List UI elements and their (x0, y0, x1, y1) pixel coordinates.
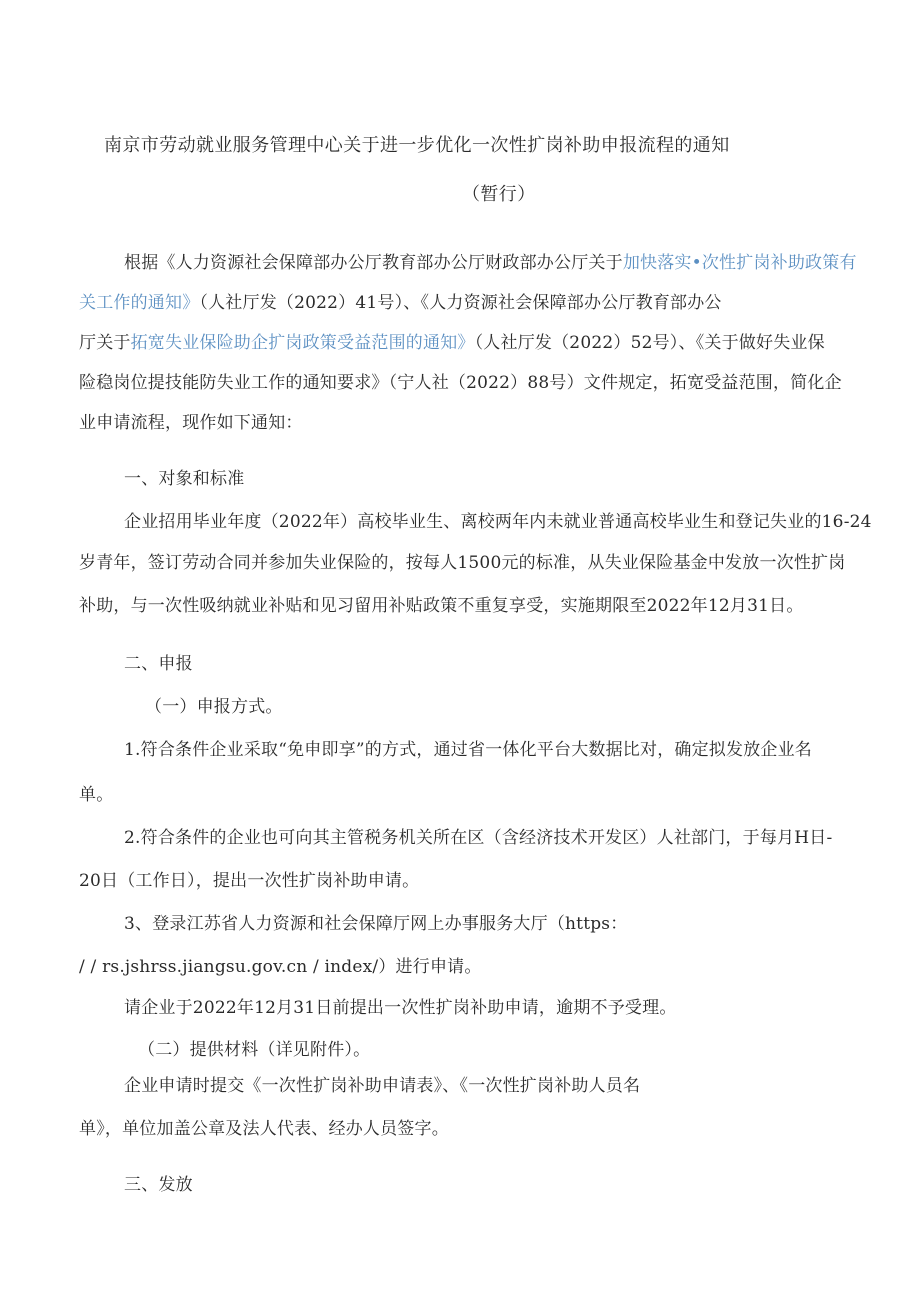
section-3-heading: 三、发放 (124, 1175, 193, 1195)
section-1-text-2: 岁青年，签订劳动合同并参加失业保险的，按每人1500元的标准，从失业保险基金中发放一次性扩岗 (79, 553, 846, 573)
materials-line-1: 企业申请时提交《一次性扩岗补助申请表》、《一次性扩岗补助人员名 (124, 1076, 641, 1096)
item-1-line-1: 1.符合条件企业采取“免申即享”的方式，通过省一体化平台大数据比对，确定拟发放企业名 (124, 740, 812, 760)
notice-link-1[interactable]: 加快落实•次性扩岗补助政策有 (622, 253, 857, 273)
document-subtitle: （暂行） (462, 184, 536, 205)
section-1-text-3: 补助，与一次性吸纳就业补贴和见习留用补贴政策不重复享受，实施期限至2022年12月31日。 (79, 596, 804, 616)
section-1-heading: 一、对象和标准 (124, 469, 245, 489)
materials-line-2: 单》，单位加盖公章及法人代表、经办人员签字。 (79, 1119, 449, 1139)
section-2-heading: 二、申报 (124, 654, 193, 674)
item-2-line-1: 2.符合条件的企业也可向其主管税务机关所在区（含经济技术开发区）人社部门，于每月H日- (124, 828, 833, 848)
intro-line-1 (124, 251, 907, 275)
intro-line-5: 业申请流程，现作如下通知： (79, 413, 303, 433)
item-3-url[interactable]: / / rs.jshrss.jiangsu.gov.cn / index/）进行申请。 (79, 957, 482, 977)
item-3-line-1: 3、登录江苏省人力资源和社会保障厅网上办事服务大厅（https： (124, 914, 628, 934)
intro-text: （人社厅发（2022）41号）、《人力资源社会保障部办公厅教育部办公 (199, 293, 722, 313)
notice-link-1-cont[interactable]: 关工作的通知》 (79, 293, 200, 313)
section-2-sub-2: （二）提供材料（详见附件）。 (138, 1040, 371, 1060)
intro-line-3 (79, 331, 825, 355)
item-1-line-2: 单。 (79, 785, 114, 805)
intro-line-2 (79, 291, 722, 315)
intro-line-4: 险稳岗位提技能防失业工作的通知要求》（宁人社（2022）88号）文件规定，拓宽受益范围，简化企 (79, 373, 842, 393)
intro-text: 厅关于 (79, 333, 131, 353)
item-2-line-2: 20日（工作日），提出一次性扩岗补助申请。 (79, 871, 420, 891)
intro-text: （人社厅发（2022）52号）、《关于做好失业保 (474, 333, 825, 353)
deadline-notice: 请企业于2022年12月31日前提出一次性扩岗补助申请，逾期不予受理。 (124, 998, 677, 1018)
section-2-sub-1: （一）申报方式。 (145, 697, 283, 717)
section-1-text-1: 企业招用毕业年度（2022年）高校毕业生、离校两年内未就业普通高校毕业生和登记失业的16-24 (124, 512, 872, 532)
notice-link-2[interactable]: 拓宽失业保险助企扩岗政策受益范围的通知》 (130, 333, 475, 353)
document-title: 南京市劳动就业服务管理中心关于进一步优化一次性扩岗补助申报流程的通知 (104, 135, 730, 156)
intro-text: 根据《人力资源社会保障部办公厅教育部办公厅财政部办公厅关于 (124, 253, 623, 273)
